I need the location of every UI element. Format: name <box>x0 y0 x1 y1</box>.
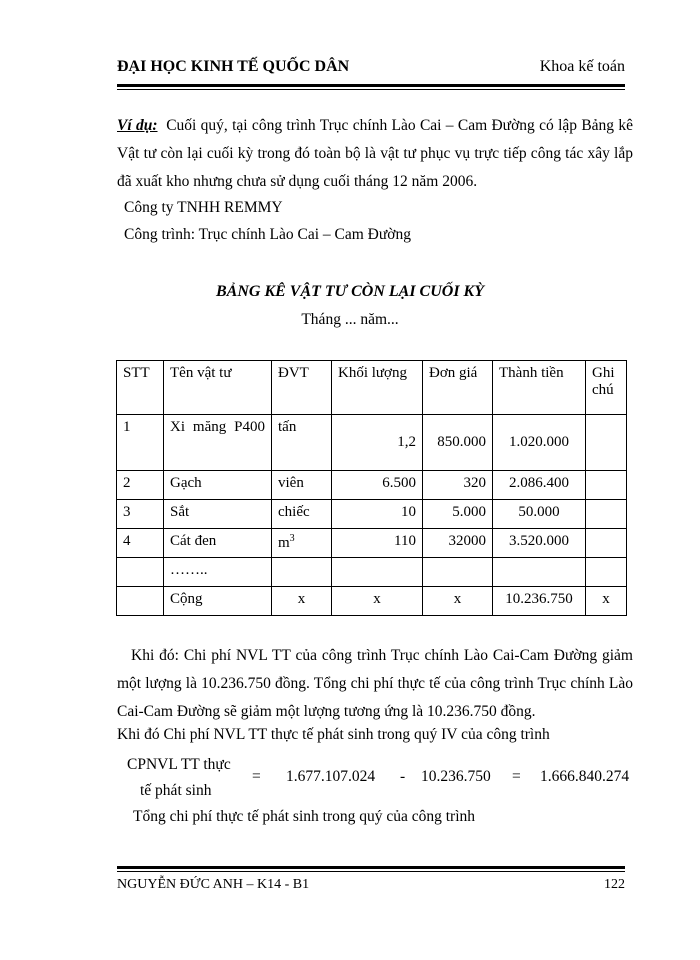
cell-note <box>586 500 627 529</box>
formula-value-2: 10.236.750 <box>421 768 491 785</box>
cell-amount: 3.520.000 <box>493 529 586 558</box>
cell-stt <box>117 558 164 587</box>
cell-amount: 10.236.750 <box>493 587 586 616</box>
materials-table <box>116 360 627 616</box>
cell-unit: x <box>272 587 332 616</box>
cell-note <box>586 558 627 587</box>
cell-amount: 50.000 <box>493 500 586 529</box>
cell-quantity: x <box>332 587 423 616</box>
cell-price: 32000 <box>423 529 493 558</box>
header-note: Ghi chú <box>586 361 627 415</box>
example-paragraph <box>117 112 633 196</box>
cell-stt: 2 <box>117 471 164 500</box>
unit-text: m <box>278 535 290 551</box>
example-lead: Ví dụ: <box>117 117 158 134</box>
table-header-row <box>117 361 627 415</box>
table-row <box>117 558 627 587</box>
table-row <box>117 471 627 500</box>
formula-label-1: CPNVL TT thực <box>127 756 231 773</box>
table-row <box>117 500 627 529</box>
cell-price: 320 <box>423 471 493 500</box>
header-stt: STT <box>117 361 164 415</box>
header-rule <box>117 84 625 90</box>
cell-unit: tấn <box>272 415 332 471</box>
cell-stt: 4 <box>117 529 164 558</box>
header-unit: ĐVT <box>272 361 332 415</box>
footer-rule <box>117 866 625 872</box>
cell-name: Cộng <box>164 587 272 616</box>
cell-unit <box>272 558 332 587</box>
table-row <box>117 529 627 558</box>
formula-result: 1.666.840.274 <box>540 768 630 785</box>
cell-price: 850.000 <box>423 415 493 471</box>
cell-name: Xi măng P400 <box>164 415 272 471</box>
cell-stt: 1 <box>117 415 164 471</box>
cell-quantity: 10 <box>332 500 423 529</box>
cell-note <box>586 415 627 471</box>
header-price: Đơn giá <box>423 361 493 415</box>
example-text: Cuối quý, tại công trình Trục chính Lào Cai – Cam Đường có lập Bảng kê Vật tư còn lại cuối kỳ trong đó toàn bộ là vật tư phục vụ trực tiếp công tác xây lắp đã xuất kho nhưng chưa sử dụng cuối tháng 12 năm 2006. <box>117 117 634 190</box>
formula-value-1: 1.677.107.024 <box>286 768 376 785</box>
header-name: Tên vật tư <box>164 361 272 415</box>
cell-name: Gạch <box>164 471 272 500</box>
body-paragraph: Khi đó: Chi phí NVL TT của công trình Trục chính Lào Cai-Cam Đường giảm một lượng là 10.236.750 đồng. Tổng chi phí thực tế của công trình Trục chính Lào Cai-Cam Đường sẽ giảm một lượng tương ứng là 10.236.750 đồng. <box>117 647 633 720</box>
cell-stt <box>117 587 164 616</box>
header-university: ĐẠI HỌC KINH TẾ QUỐC DÂN <box>117 58 350 75</box>
cell-quantity: 110 <box>332 529 423 558</box>
header-quantity: Khối lượng <box>332 361 423 415</box>
cell-unit: chiếc <box>272 500 332 529</box>
cell-price: 5.000 <box>423 500 493 529</box>
cell-amount: 1.020.000 <box>493 415 586 471</box>
table-subtitle: Tháng ... năm... <box>301 311 399 328</box>
header-department: Khoa kế toán <box>539 58 625 75</box>
cell-price <box>423 558 493 587</box>
footer-page-number: 122 <box>604 877 625 892</box>
cell-unit <box>272 529 332 558</box>
cell-amount: 2.086.400 <box>493 471 586 500</box>
cell-note: x <box>586 587 627 616</box>
cell-name: …….. <box>164 558 272 587</box>
cell-name: Cát đen <box>164 529 272 558</box>
cell-quantity: 1,2 <box>332 415 423 471</box>
cell-price: x <box>423 587 493 616</box>
cell-note <box>586 529 627 558</box>
formula-label-2: tế phát sinh <box>140 782 212 799</box>
cell-name: Sắt <box>164 500 272 529</box>
cell-amount <box>493 558 586 587</box>
formula-minus: - <box>400 768 406 785</box>
cell-note <box>586 471 627 500</box>
header-amount: Thành tiền <box>493 361 586 415</box>
cell-stt: 3 <box>117 500 164 529</box>
cell-unit: viên <box>272 471 332 500</box>
cell-quantity <box>332 558 423 587</box>
project-name: Công trình: Trục chính Lào Cai – Cam Đường <box>124 226 411 243</box>
table-total-row <box>117 587 627 616</box>
formula-eq-1: = <box>252 768 261 785</box>
cell-quantity: 6.500 <box>332 471 423 500</box>
company-name: Công ty TNHH REMMY <box>124 199 283 216</box>
footer-author: NGUYỄN ĐỨC ANH – K14 - B1 <box>117 877 310 892</box>
table-title: BẢNG KÊ VẬT TƯ CÒN LẠI CUỐI KỲ <box>216 283 484 300</box>
formula-eq-2: = <box>512 768 521 785</box>
body-line-iv: Khi đó Chi phí NVL TT thực tế phát sinh trong quý IV của công trình <box>117 726 550 743</box>
table-row <box>117 415 627 471</box>
body-last-line: Tổng chi phí thực tế phát sinh trong quý của công trình <box>133 808 476 825</box>
unit-superscript: 3 <box>289 533 295 544</box>
